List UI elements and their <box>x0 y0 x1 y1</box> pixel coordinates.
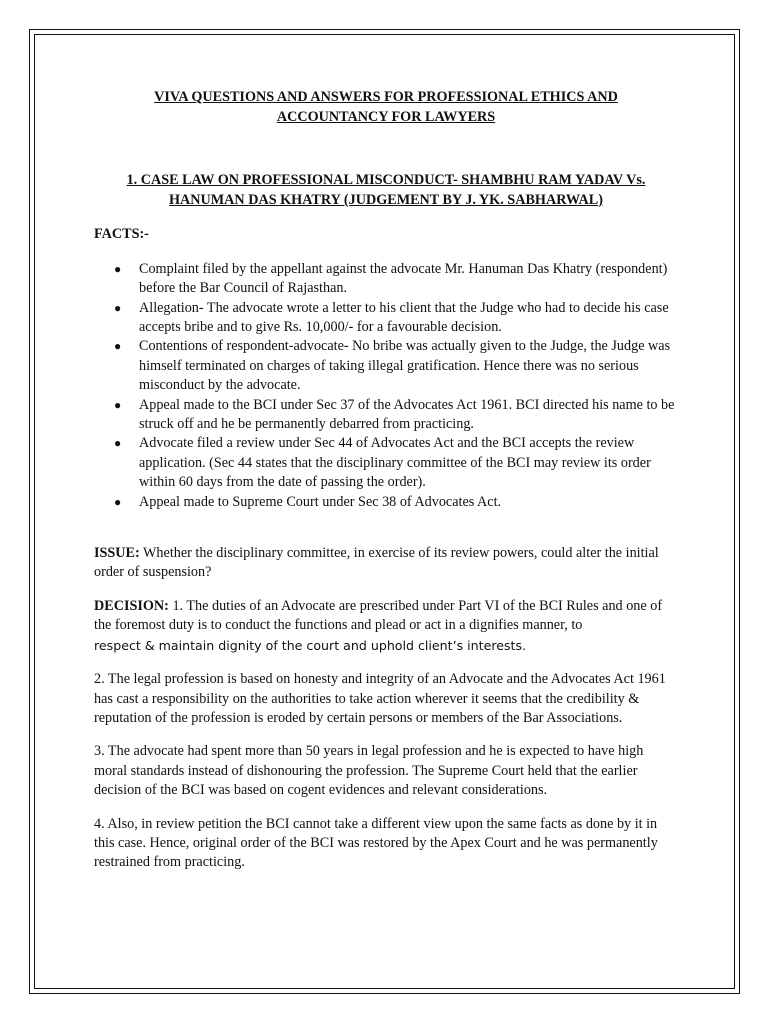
case-title <box>94 171 678 210</box>
list-item <box>94 299 678 338</box>
document-title <box>94 88 678 127</box>
decision-paragraph <box>94 597 678 656</box>
fact-text: Contentions of respondent-advocate- No bribe was actually given to the Judge, the Judge was himself terminated on charges of taking illegal gratification. Hence there was no serious misconduct by the advocate. <box>139 338 671 394</box>
list-item <box>94 396 678 435</box>
fact-text: Appeal made to the BCI under Sec 37 of the Advocates Act 1961. BCI directed his name to be struck off and he be permanently debarred from practicing. <box>139 396 675 433</box>
bullet-icon: ● <box>114 397 122 412</box>
issue-label: ISSUE: <box>94 545 140 562</box>
title-line-1: VIVA QUESTIONS AND ANSWERS FOR PROFESSIONAL ETHICS AND <box>154 89 618 105</box>
list-item <box>94 337 678 395</box>
fact-text: Advocate filed a review under Sec 44 of Advocates Act and the BCI accepts the review application. (Sec 44 states that the disciplinary committee of the BCI may review its order within 60 days from the date of passing the order). <box>139 435 651 491</box>
title-line-2: ACCOUNTANCY FOR LAWYERS <box>276 108 496 125</box>
fact-text: Complaint filed by the appellant against the advocate Mr. Hanuman Das Khatry (respondent) before the Bar Council of Rajasthan. <box>139 260 668 297</box>
case-title-line-2: HANUMAN DAS KHATRY (JUDGEMENT BY J. YK. SABHARWAL) <box>169 191 603 208</box>
facts-list <box>94 260 678 512</box>
list-item <box>94 434 678 492</box>
fact-text: Appeal made to Supreme Court under Sec 38 of Advocates Act. <box>139 493 502 510</box>
facts-heading: FACTS:- <box>94 226 149 243</box>
decision-label: DECISION: <box>94 597 169 614</box>
paragraph-2: 2. The legal profession is based on honesty and integrity of an Advocate and the Advocates Act 1961 has cast a responsibility on the authorities to take action wherever it seems that the credibility & reputation of the profession is eroded by certain persons or members of the Bar Associations. <box>94 671 666 726</box>
issue-text: Whether the disciplinary committee, in exercise of its review powers, could alter the initial order of suspension? <box>94 545 659 581</box>
decision-text: 1. The duties of an Advocate are prescribed under Part VI of the BCI Rules and one of the foremost duty is to conduct the functions and plead or act in a dignifies manner, to <box>94 597 663 634</box>
bullet-icon: ● <box>114 436 122 451</box>
issue-paragraph <box>94 544 678 583</box>
list-item <box>94 493 678 512</box>
bullet-icon: ● <box>114 261 122 276</box>
decision-text-continued: respect & maintain dignity of the court and uphold client’s interests. <box>94 637 527 653</box>
bullet-icon: ● <box>114 300 122 315</box>
bullet-icon: ● <box>114 494 122 509</box>
bullet-icon: ● <box>114 339 122 354</box>
list-item <box>94 260 678 299</box>
paragraph-3: 3. The advocate had spent more than 50 years in legal profession and he is expected to have high moral standards instead of dishonouring the profession. The Supreme Court held that the earlier decision of the BCI was based on cogent evidences and relevant considerations. <box>94 743 644 799</box>
case-title-line-1: 1. CASE LAW ON PROFESSIONAL MISCONDUCT- SHAMBHU RAM YADAV Vs. <box>126 172 646 189</box>
document-body <box>94 88 678 873</box>
paragraph-4: 4. Also, in review petition the BCI cannot take a different view upon the same facts as done by it in this case. Hence, original order of the BCI was restored by the Apex Court and he was permanently restrained from practicing. <box>94 815 658 871</box>
fact-text: Allegation- The advocate wrote a letter to his client that the Judge who had to decide his case accepts bribe and to give Rs. 10,000/- for a favourable decision. <box>139 299 669 335</box>
